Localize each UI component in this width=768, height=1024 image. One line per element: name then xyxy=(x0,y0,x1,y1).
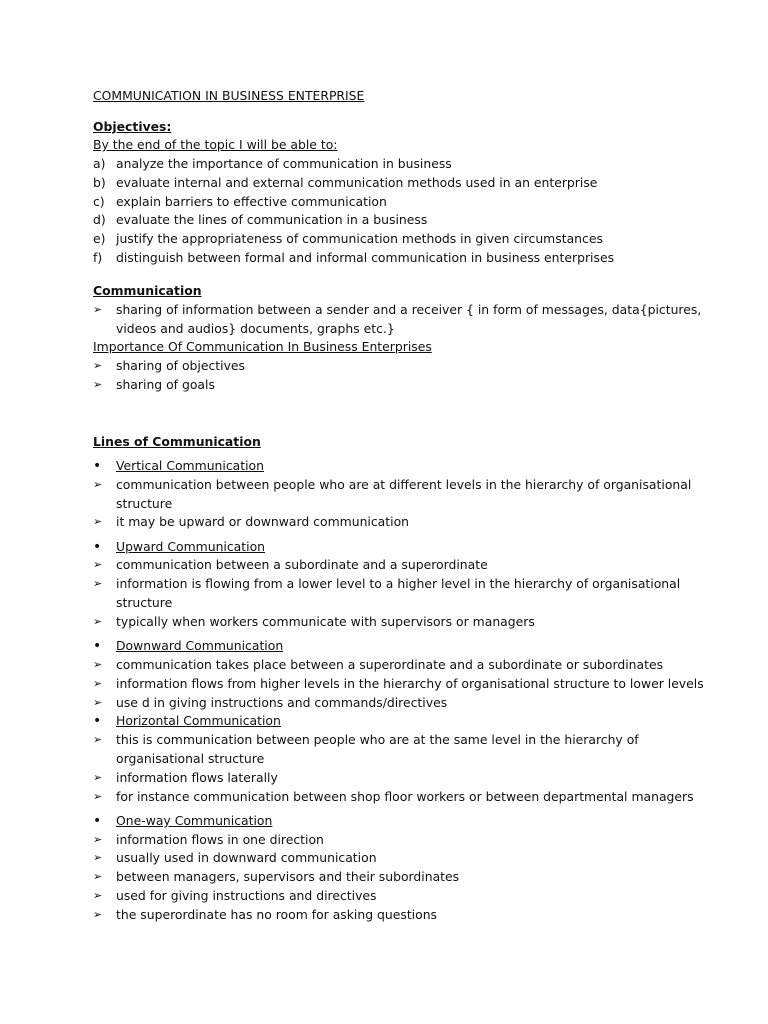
arrow-bullet-icon: ➢ xyxy=(93,615,103,628)
arrow-bullet-icon: ➢ xyxy=(93,378,103,391)
document-title: COMMUNICATION IN BUSINESS ENTERPRISE xyxy=(93,88,365,103)
arrow-bullet-icon: ➢ xyxy=(93,771,103,784)
arrow-bullet-icon: ➢ xyxy=(93,515,103,528)
arrow-bullet-icon: ➢ xyxy=(93,790,103,803)
arrow-bullet-icon: ➢ xyxy=(93,677,103,690)
arrow-bullet-icon: ➢ xyxy=(93,833,103,846)
communication-heading: Communication xyxy=(93,283,202,298)
document-page: COMMUNICATION IN BUSINESS ENTERPRISE Objectives: By the end of the topic I will be able to: a) analyze the importance of communication in business b) evaluate internal and external communication methods used in an enterprise c) explain barriers to effective communication d) evaluate the lines of communication in a business e) justify the appropriateness of communication methods in given circumstances f) distinguish between formal and informal communication in business enterprises Communication ➢ sharing of information between a sender and a receiver { in form of messages, data{pictures, videos and audios} documents, graphs etc.} Importance Of Communication In Business Enterprises ➢ sharing of objectives ➢ sharing of goals Lines of Communication • Vertical Communication ➢ communication between people who are at different levels in the hierarchy of organisational structure ➢ it may be upward or downward communication • Upward Communication ➢ communication between a subordinate and a superordinate ➢ information is flowing from a lower level to a higher level in the hierarchy of organisational structure ➢ typically when workers communicate with supervisors or managers • Downward Communication ➢ communication takes place between a superordinate and a subordinate or subordinates ➢ information flows from higher levels in the hierarchy of organisational structure to lower levels ➢ use d in giving instructions and commands/directives • Horizontal Communication ➢ this is communication between people who are at the same level in the hierarchy of organisational structure ➢ information flows laterally ➢ for instance communication between shop floor workers or between departmental managers • One-way Communication ➢ information flows in one direction ➢ usually used in downward communication ➢ between managers, supervisors and their subordinates ➢ used for giving instructions and directives ➢ the superordinate has no room for asking questions xyxy=(93,88,704,922)
round-bullet-icon: • xyxy=(93,713,102,729)
arrow-bullet-icon: ➢ xyxy=(93,478,103,491)
importance-heading: Importance Of Communication In Business Enterprises xyxy=(93,339,432,354)
arrow-bullet-icon: ➢ xyxy=(93,558,103,571)
round-bullet-icon: • xyxy=(93,539,102,555)
round-bullet-icon: • xyxy=(93,638,102,654)
arrow-bullet-icon: ➢ xyxy=(93,577,103,590)
round-bullet-icon: • xyxy=(93,813,102,829)
arrow-bullet-icon: ➢ xyxy=(93,733,103,746)
arrow-bullet-icon: ➢ xyxy=(93,889,103,902)
arrow-bullet-icon: ➢ xyxy=(93,658,103,671)
arrow-bullet-icon: ➢ xyxy=(93,696,103,709)
objectives-intro: By the end of the topic I will be able to: xyxy=(93,137,338,152)
arrow-bullet-icon: ➢ xyxy=(93,908,103,921)
arrow-bullet-icon: ➢ xyxy=(93,870,103,883)
lines-heading: Lines of Communication xyxy=(93,434,261,449)
arrow-bullet-icon: ➢ xyxy=(93,359,103,372)
arrow-bullet-icon: ➢ xyxy=(93,303,103,316)
objectives-heading: Objectives: xyxy=(93,119,172,134)
arrow-bullet-icon: ➢ xyxy=(93,851,103,864)
round-bullet-icon: • xyxy=(93,458,102,474)
